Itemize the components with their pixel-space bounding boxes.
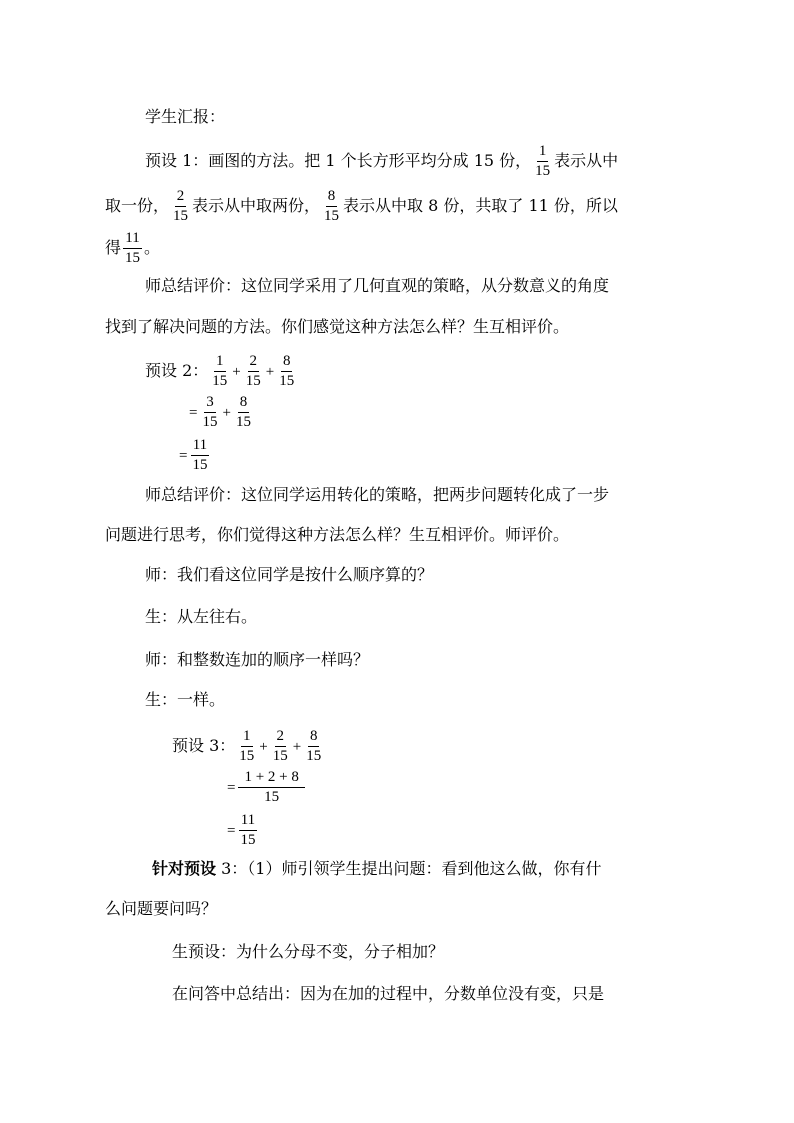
preset2-expr1 (145, 353, 298, 390)
frac-denominator: 15 (535, 163, 551, 179)
frac-denominator: 15 (306, 748, 322, 764)
frac-denominator: 15 (192, 457, 208, 473)
equals-sign: = (179, 447, 188, 464)
fraction-1-15 (210, 353, 229, 390)
preset3-expr1 (172, 728, 325, 765)
fraction-1-15 (533, 143, 552, 180)
frac-numerator: 8 (238, 394, 250, 413)
frac-denominator: 15 (239, 748, 255, 764)
frac-denominator: 15 (202, 414, 218, 430)
frac-denominator: 15 (240, 832, 256, 848)
fraction-8-15 (304, 728, 323, 765)
preset1-text-c: 取一份， (105, 196, 170, 215)
frac-numerator: 11 (123, 230, 141, 249)
fraction-3-15 (200, 394, 219, 431)
fraction-11-15 (238, 812, 257, 849)
dialog-line: 师：和整数连加的顺序一样吗？ (145, 650, 370, 669)
focus-line1 (152, 857, 601, 881)
frac-numerator: 1 (537, 143, 549, 162)
frac-numerator: 11 (191, 437, 209, 456)
dialog-line: 生：一样。 (145, 690, 226, 709)
focus-bold-label: 针对预设 (152, 859, 217, 878)
fraction-2-15 (171, 188, 190, 225)
preset1-text-b: 表示从中 (554, 151, 619, 170)
eval2-line1: 师总结评价：这位同学运用转化的策略，把两步问题转化成了一步 (145, 485, 610, 504)
student-preset: 生预设：为什么分母不变，分子相加？ (172, 942, 445, 961)
fraction-8-15 (322, 188, 341, 225)
dialog-line: 生：从左往右。 (145, 607, 258, 626)
preset2-label: 预设 2： (145, 361, 209, 380)
equals-sign: = (227, 779, 236, 796)
preset1-line2 (105, 188, 618, 225)
frac-numerator: 8 (326, 188, 338, 207)
preset3-expr2 (226, 769, 307, 806)
frac-numerator: 1 + 2 + 8 (238, 769, 304, 788)
frac-denominator: 15 (245, 373, 261, 389)
fraction-8-15 (234, 394, 253, 431)
plus-sign: + (265, 363, 275, 380)
frac-numerator: 1 (214, 353, 226, 372)
focus-line2: 么问题要问吗？ (105, 899, 218, 918)
frac-numerator: 2 (175, 188, 187, 207)
eval1-line2: 找到了解决问题的方法。你们感觉这种方法怎么样？生互相评价。 (105, 317, 570, 336)
frac-numerator: 3 (204, 394, 216, 413)
preset1-text-g: 。 (144, 238, 161, 257)
fraction-11-15 (190, 437, 209, 474)
dialog-line: 师：我们看这位同学是按什么顺序算的？ (145, 565, 434, 584)
preset2-expr2 (188, 394, 255, 431)
frac-denominator: 15 (125, 250, 141, 266)
preset3-expr3 (226, 812, 259, 849)
frac-denominator: 15 (264, 789, 280, 805)
frac-denominator: 15 (272, 748, 288, 764)
plus-sign: + (259, 738, 268, 755)
frac-numerator: 8 (281, 353, 293, 372)
frac-numerator: 11 (239, 812, 257, 831)
eval1-line1: 师总结评价：这位同学采用了几何直观的策略，从分数意义的角度 (145, 276, 610, 295)
fraction-11-15 (123, 230, 142, 267)
frac-numerator: 8 (308, 728, 320, 747)
plus-sign: + (222, 404, 231, 421)
preset1-text-f: 得 (105, 238, 122, 257)
preset1-line1 (145, 143, 618, 180)
frac-denominator: 15 (324, 208, 340, 224)
frac-numerator: 2 (248, 353, 260, 372)
plus-sign: + (292, 738, 302, 755)
preset1-text-e: 表示从中取 8 份，共取了 11 份，所以 (343, 196, 618, 215)
fraction-8-15 (277, 353, 296, 390)
fraction-2-15 (244, 353, 263, 390)
fraction-2-15 (271, 728, 290, 765)
frac-denominator: 15 (235, 414, 251, 430)
preset1-text-a: 预设 1：画图的方法。把 1 个长方形平均分成 15 份， (145, 151, 532, 170)
summary-line: 在问答中总结出：因为在加的过程中，分数单位没有变，只是 (172, 984, 605, 1003)
fraction-1-15 (237, 728, 256, 765)
fraction-sum-15 (238, 769, 304, 806)
frac-numerator: 2 (275, 728, 287, 747)
eval2-line2: 问题进行思考，你们觉得这种方法怎么样？生互相评价。师评价。 (105, 525, 570, 544)
preset1-line3 (105, 230, 160, 267)
frac-denominator: 15 (173, 208, 189, 224)
frac-numerator: 1 (241, 728, 253, 747)
preset2-expr3 (178, 437, 211, 474)
plus-sign: + (232, 363, 241, 380)
frac-denominator: 15 (279, 373, 295, 389)
frac-denominator: 15 (212, 373, 228, 389)
equals-sign: = (189, 404, 198, 421)
preset3-label: 预设 3： (172, 736, 236, 755)
preset1-text-d: 表示从中取两份， (192, 196, 321, 215)
focus-text: 3：（1）师引领学生提出问题：看到他这么做，你有什 (216, 859, 602, 878)
equals-sign: = (227, 822, 236, 839)
report-heading: 学生汇报： (145, 107, 226, 126)
